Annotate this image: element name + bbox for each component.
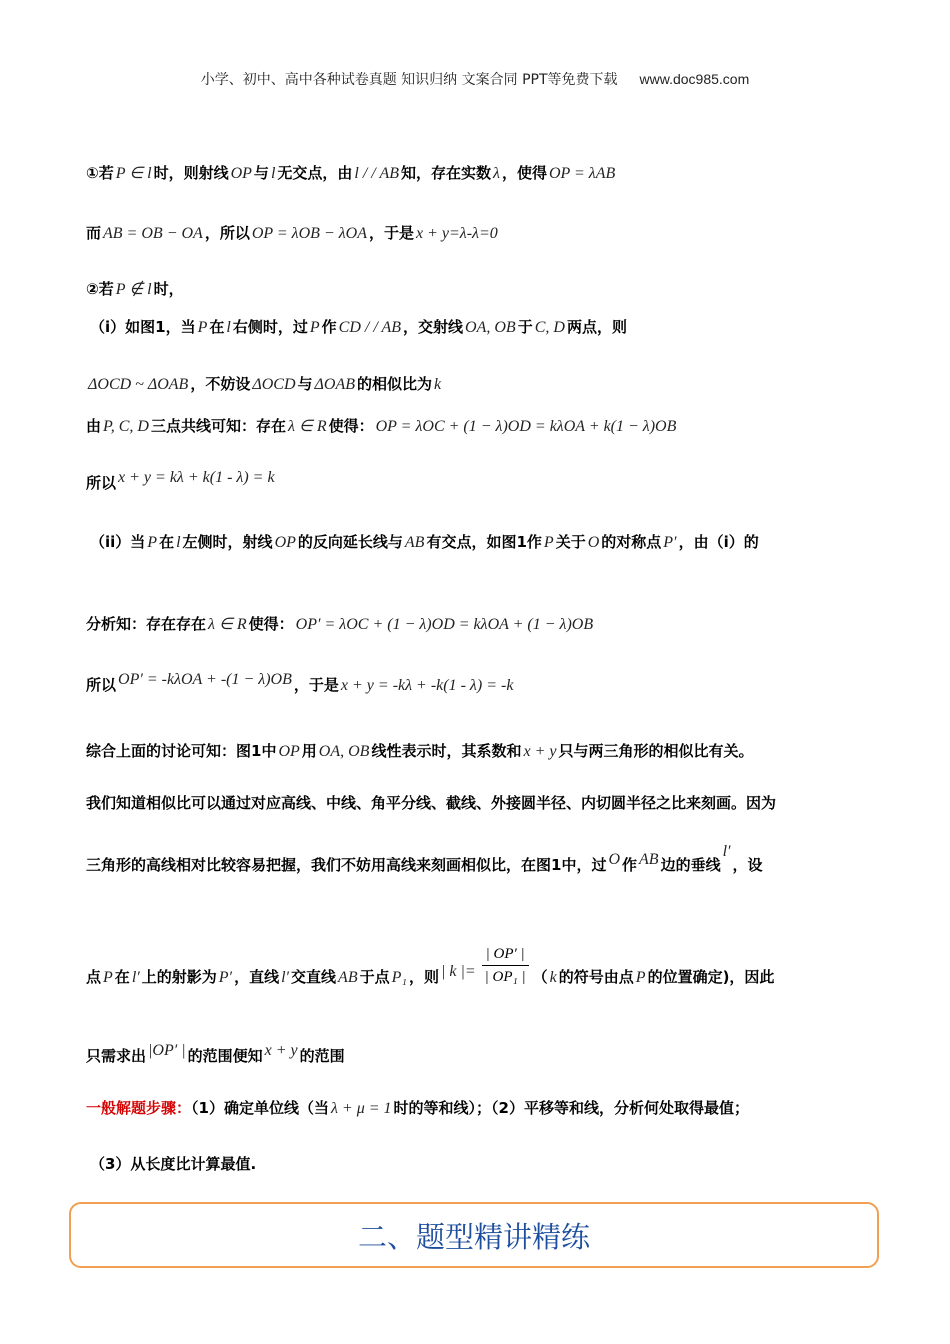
text-segment: 使得： <box>248 615 294 633</box>
math-expression: OA, OB <box>318 743 370 760</box>
text-segment: 只与两三角形的相似比有关。 <box>558 742 754 760</box>
math-expression: x + y = -kλ + -k(1 - λ) = -k <box>340 677 514 694</box>
math-expression: P ∉ l <box>115 281 152 298</box>
line-12 <box>86 792 866 814</box>
math-expression: l′ <box>281 969 290 986</box>
text-segment: 在 <box>159 533 175 551</box>
math-expression: ΔOAB <box>314 376 356 393</box>
line-6 <box>86 415 866 438</box>
math-expression: OA, OB <box>465 319 516 336</box>
math-expression: P′ <box>663 534 677 551</box>
text-segment: 的范围便知 <box>187 1047 263 1065</box>
math-expression: l <box>176 534 181 551</box>
math-expression: AB = OB − OA <box>103 225 203 242</box>
line-11 <box>86 740 866 763</box>
text-segment: 只需求出 <box>86 1047 147 1065</box>
math-expression: P <box>197 319 208 336</box>
text-segment: 线性表示时，其系数和 <box>371 742 522 760</box>
text-segment: ，于是 <box>368 224 414 242</box>
line-2 <box>86 222 866 245</box>
line-17 <box>90 1153 870 1175</box>
math-expression: | k |= <box>440 963 476 980</box>
math-expression: AB <box>639 851 659 868</box>
math-expression: OP = λOC + (1 − λ)OD = kλOA + k(1 − λ)OB <box>375 418 677 435</box>
math-expression: k <box>549 969 557 986</box>
math-expression: λ ∈ R <box>287 418 327 435</box>
text-segment: 上的射影为 <box>141 968 217 986</box>
math-expression: OP <box>230 165 252 182</box>
line-13 <box>86 843 866 877</box>
line-14 <box>86 946 866 1000</box>
text-segment: 知，存在实数 <box>401 164 492 182</box>
text-segment: 使得： <box>328 417 374 435</box>
math-expression: ΔOCD <box>252 376 296 393</box>
math-expression: ΔOCD ~ ΔOAB <box>88 376 189 393</box>
text-segment: ①若 <box>86 164 114 182</box>
math-expression: λ ∈ R <box>208 616 247 633</box>
line-9 <box>86 613 866 636</box>
math-expression: λ + μ = 1 <box>330 1100 392 1117</box>
line-4 <box>90 316 870 339</box>
text-segment: 在 <box>114 968 130 986</box>
line-10 <box>86 671 866 697</box>
text-segment: 的反向延长线与 <box>297 533 403 551</box>
text-segment: 时，则射线 <box>153 164 229 182</box>
text-segment: 的对称点 <box>601 533 662 551</box>
math-expression: OP′ = -kλOA + -(1 − λ)OB <box>118 671 292 688</box>
text-segment: 点 <box>86 968 102 986</box>
text-segment: ，则 <box>408 968 439 986</box>
text-segment: 作 <box>622 856 638 874</box>
math-expression: x + y <box>264 1042 298 1059</box>
math-expression: P <box>103 969 113 986</box>
text-segment: ，所以 <box>204 224 250 242</box>
text-segment: 的范围 <box>299 1047 345 1065</box>
header-text: 小学、初中、高中各种试卷真题 知识归纳 文案合同 PPT等免费下载 <box>200 72 618 88</box>
text-segment: 时， <box>153 280 184 298</box>
math-expression: P <box>147 534 158 551</box>
text-segment: 两点，则 <box>566 318 627 336</box>
math-expression: P <box>543 534 554 551</box>
math-expression: P₁ <box>391 969 407 986</box>
line-5 <box>86 373 866 396</box>
text-segment: ，由（i）的 <box>678 533 759 551</box>
line-8 <box>90 531 870 554</box>
math-expression: CD / / AB <box>338 319 402 336</box>
math-expression: l <box>270 165 276 182</box>
math-expression: OP = λOB − λOA <box>251 225 367 242</box>
math-expression: O <box>587 534 600 551</box>
math-expression: x + y <box>523 743 557 760</box>
header-site: www.doc985.com <box>639 71 750 87</box>
math-expression: l / / AB <box>354 165 399 182</box>
math-expression: l <box>226 319 231 336</box>
math-expression: OP′ = λOC + (1 − λ)OD = kλOA + (1 − λ)OB <box>295 616 594 633</box>
text-segment: （3）从长度比计算最值. <box>90 1155 257 1173</box>
text-segment: 所以 <box>86 676 117 694</box>
text-segment: 边的垂线 <box>660 856 721 874</box>
text-segment: | OP₁ | <box>484 969 526 985</box>
line-1 <box>86 162 866 185</box>
math-expression: P ∈ l <box>115 165 152 182</box>
math-expression: C, D <box>534 319 565 336</box>
line-16 <box>86 1097 866 1120</box>
text-segment: 关于 <box>555 533 586 551</box>
text-segment: 左侧时，射线 <box>182 533 273 551</box>
line-15 <box>86 1042 866 1068</box>
text-segment: ，直线 <box>234 968 280 986</box>
text-segment: 由 <box>86 417 102 435</box>
text-segment: 与 <box>297 375 313 393</box>
text-segment: 三点共线可知：存在 <box>150 417 286 435</box>
text-segment: 综合上面的讨论可知：图1中 <box>86 742 277 760</box>
math-expression: AB <box>338 969 358 986</box>
math-expression: OP <box>274 534 296 551</box>
text-segment: 在 <box>209 318 225 336</box>
math-expression: x + y=λ-λ=0 <box>416 225 498 242</box>
math-expression: k <box>434 376 442 393</box>
text-segment: ，设 <box>732 856 763 874</box>
text-segment: 于点 <box>359 968 390 986</box>
text-segment: 于 <box>517 318 533 336</box>
text-segment: 分析知：存在存在 <box>86 615 207 633</box>
text-segment: ，交射线 <box>403 318 464 336</box>
math-expression: |OP′ | <box>148 1042 186 1059</box>
steps-label: 一般解题步骤： <box>86 1099 192 1117</box>
math-expression: l′ <box>131 969 140 986</box>
math-expression: OP <box>278 743 300 760</box>
section-title: 二、题型精讲精练 <box>357 1219 590 1254</box>
text-segment: ②若 <box>86 280 114 298</box>
text-segment: 三角形的高线相对比较容易把握，我们不妨用高线来刻画相似比，在图1中，过 <box>86 856 607 874</box>
text-segment: 所以 <box>86 474 117 492</box>
text-segment: 有交点，如图1作 <box>426 533 542 551</box>
math-expression: l′ <box>722 843 731 860</box>
text-segment: 而 <box>86 224 102 242</box>
text-segment: （ii）当 <box>90 533 146 551</box>
text-segment: （1）确定单位线（当 <box>191 1099 329 1117</box>
math-expression: OP = λAB <box>548 165 616 182</box>
section-heading-box <box>69 1202 879 1268</box>
text-segment: 我们知道相似比可以通过对应高线、中线、角平分线、截线、外接圆半径、内切圆半径之比来刻画。因为 <box>86 794 777 812</box>
text-segment: 时的等和线）；（2）平移等和线，分析何处取得最值； <box>393 1099 749 1117</box>
text-segment: 与 <box>253 164 269 182</box>
fraction <box>482 943 529 988</box>
line-3 <box>86 278 866 301</box>
text-segment: 的符号由点 <box>558 968 634 986</box>
text-segment: 用 <box>301 742 317 760</box>
math-expression: AB <box>404 534 425 551</box>
text-segment: ，不妨设 <box>190 375 251 393</box>
text-segment: 的相似比为 <box>357 375 433 393</box>
text-segment: 作 <box>321 318 337 336</box>
math-expression: x + y = kλ + k(1 - λ) = k <box>118 469 275 486</box>
math-expression: P <box>635 969 646 986</box>
text-segment: （ <box>532 968 548 986</box>
text-segment: （i）如图1，当 <box>90 318 196 336</box>
math-expression: P′ <box>218 969 233 986</box>
math-expression: O <box>608 851 621 868</box>
text-segment: ，于是 <box>293 676 339 694</box>
text-segment: 交直线 <box>291 968 337 986</box>
line-7 <box>86 469 866 495</box>
page-header <box>0 69 950 89</box>
text-segment: | OP′ | <box>482 943 529 966</box>
math-expression: λ <box>493 165 500 182</box>
text-segment: 右侧时，过 <box>232 318 308 336</box>
text-segment: 的位置确定)，因此 <box>647 968 775 986</box>
math-expression: P, C, D <box>103 418 149 435</box>
text-segment: 无交点，由 <box>277 164 353 182</box>
text-segment: ，使得 <box>501 164 547 182</box>
math-expression: P <box>309 319 320 336</box>
